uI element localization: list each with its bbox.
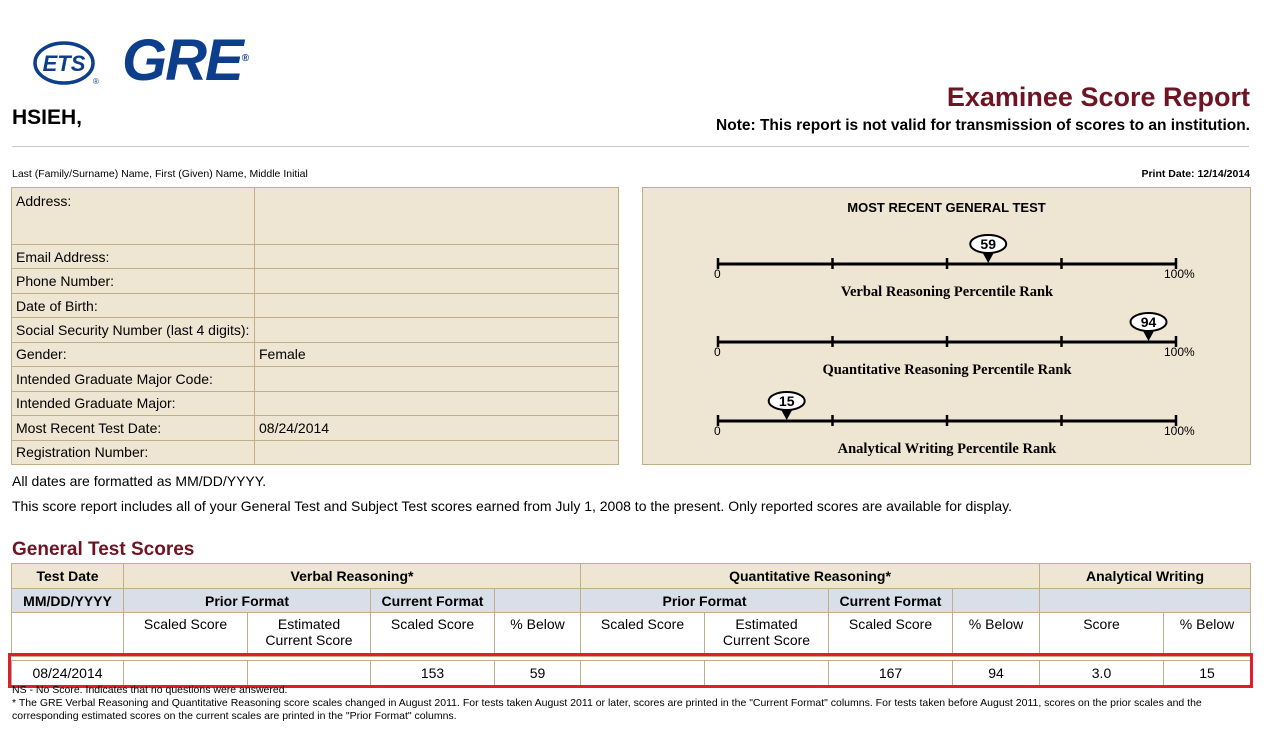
info-label: Date of Birth: <box>12 293 255 317</box>
scale-min-label: 0 <box>714 424 721 438</box>
name-caption: Last (Family/Surname) Name, First (Given) Name, Middle Initial <box>12 168 308 180</box>
highlight-box <box>8 653 1253 688</box>
col-analytical-writing: Analytical Writing <box>1040 564 1251 589</box>
footnote-scale-change: * The GRE Verbal Reasoning and Quantitative Reasoning score scales changed in August 2011. For tests taken August 2011 or later, scores are printed in the "Current Format" columns. For tests taken before August 2011, scores on the prior scales and the corresponding estimated scores on the current scales are printed in the "Prior Format" columns. <box>12 697 1202 722</box>
scale-min-label: 0 <box>714 267 721 281</box>
cell-w-score: 3.0 <box>1040 661 1164 686</box>
info-row-registration <box>12 440 619 465</box>
col-date-format: MM/DD/YYYY <box>12 589 124 613</box>
info-label: Email Address: <box>12 245 255 269</box>
report-scope-note: This score report includes all of your General Test and Subject Test scores earned from July 1, 2008 to the present. Only reported scores are available for display. <box>12 498 1012 514</box>
marker-value: 94 <box>1140 314 1157 330</box>
gre-logo <box>122 26 247 96</box>
gre-logo-text: GRE <box>122 28 242 93</box>
info-row-major <box>12 391 619 415</box>
footnote-no-score: NS - No Score. Indicates that no questions were answered. <box>12 684 288 696</box>
cell-v-below: 59 <box>495 661 581 686</box>
cell-q-below: 94 <box>953 661 1040 686</box>
info-row-gender <box>12 342 619 366</box>
col-q-estimated: Estimated Current Score <box>705 613 829 657</box>
scores-header-row-2 <box>12 589 1251 613</box>
col-v-percent-below: % Below <box>495 613 581 657</box>
scale-min-label: 0 <box>714 345 721 359</box>
col-w-score: Score <box>1040 613 1164 657</box>
gre-reg-mark: ® <box>241 53 248 64</box>
scale-max-label: 100% <box>1164 424 1195 438</box>
info-value <box>255 440 619 465</box>
col-q-scaled-prior: Scaled Score <box>581 613 705 657</box>
report-note: Note: This report is not valid for transmission of scores to an institution. <box>716 117 1250 134</box>
info-value <box>255 245 619 269</box>
cell-q-scaled: 167 <box>829 661 953 686</box>
dates-format-note: All dates are formatted as MM/DD/YYYY. <box>12 473 267 489</box>
col-q-scaled-current: Scaled Score <box>829 613 953 657</box>
info-label: Registration Number: <box>12 440 255 465</box>
info-value: 08/24/2014 <box>255 416 619 440</box>
cell-date: 08/24/2014 <box>12 661 124 686</box>
info-row-phone <box>12 269 619 293</box>
col-q-percent-below: % Below <box>953 613 1040 657</box>
info-value <box>255 293 619 317</box>
scale-max-label: 100% <box>1164 267 1195 281</box>
scale-title: Analytical Writing Percentile Rank <box>837 441 1057 457</box>
info-label: Most Recent Test Date: <box>12 416 255 440</box>
info-value <box>255 188 619 245</box>
col-quant-current-format: Current Format <box>829 589 953 613</box>
percentile-panel-title: MOST RECENT GENERAL TEST <box>847 200 1046 215</box>
examinee-info-table <box>11 187 619 465</box>
info-row-major-code <box>12 367 619 391</box>
col-verbal-reasoning: Verbal Reasoning* <box>124 564 581 589</box>
info-label: Gender: <box>12 342 255 366</box>
info-row-address <box>12 188 619 245</box>
marker-value: 15 <box>778 393 795 409</box>
info-label: Social Security Number (last 4 digits): <box>12 318 255 342</box>
percentile-scales <box>643 188 1250 464</box>
col-quantitative-reasoning: Quantitative Reasoning* <box>581 564 1040 589</box>
cell-w-below: 15 <box>1164 661 1251 686</box>
info-label: Intended Graduate Major Code: <box>12 367 255 391</box>
col-verbal-prior-format: Prior Format <box>124 589 371 613</box>
col-quant-prior-format: Prior Format <box>581 589 829 613</box>
marker-pointer <box>982 252 994 263</box>
marker-value: 59 <box>980 236 997 252</box>
info-row-dob <box>12 293 619 317</box>
col-v-estimated: Estimated Current Score <box>248 613 371 657</box>
ets-reg-mark: ® <box>93 77 99 86</box>
info-row-ssn <box>12 318 619 342</box>
scale-title: Verbal Reasoning Percentile Rank <box>840 284 1054 300</box>
info-label: Phone Number: <box>12 269 255 293</box>
info-label: Address: <box>12 188 255 245</box>
scale-title: Quantitative Reasoning Percentile Rank <box>822 362 1072 378</box>
scores-header-row-1 <box>12 564 1251 589</box>
info-value: Female <box>255 342 619 366</box>
col-verbal-current-format: Current Format <box>371 589 495 613</box>
examinee-name: HSIEH, <box>12 106 83 129</box>
scale-max-label: 100% <box>1164 345 1195 359</box>
col-w-percent-below: % Below <box>1164 613 1251 657</box>
scores-header-row-3 <box>12 613 1251 657</box>
marker-pointer <box>1143 330 1155 341</box>
col-v-scaled-prior: Scaled Score <box>124 613 248 657</box>
info-value <box>255 391 619 415</box>
info-label: Intended Graduate Major: <box>12 391 255 415</box>
general-test-scores-title: General Test Scores <box>12 539 195 560</box>
ets-logo-text: ETS <box>42 51 86 76</box>
cell-v-scaled: 153 <box>371 661 495 686</box>
percentile-panel <box>642 187 1251 465</box>
col-test-date: Test Date <box>12 564 124 589</box>
print-date: Print Date: 12/14/2014 <box>1141 168 1250 180</box>
info-row-test-date <box>12 416 619 440</box>
col-v-scaled-current: Scaled Score <box>371 613 495 657</box>
header-divider <box>12 146 1249 147</box>
info-value <box>255 269 619 293</box>
ets-logo <box>33 40 99 86</box>
marker-pointer <box>781 409 793 420</box>
info-value <box>255 318 619 342</box>
report-title: Examinee Score Report <box>946 82 1250 112</box>
info-row-email <box>12 245 619 269</box>
info-value <box>255 367 619 391</box>
